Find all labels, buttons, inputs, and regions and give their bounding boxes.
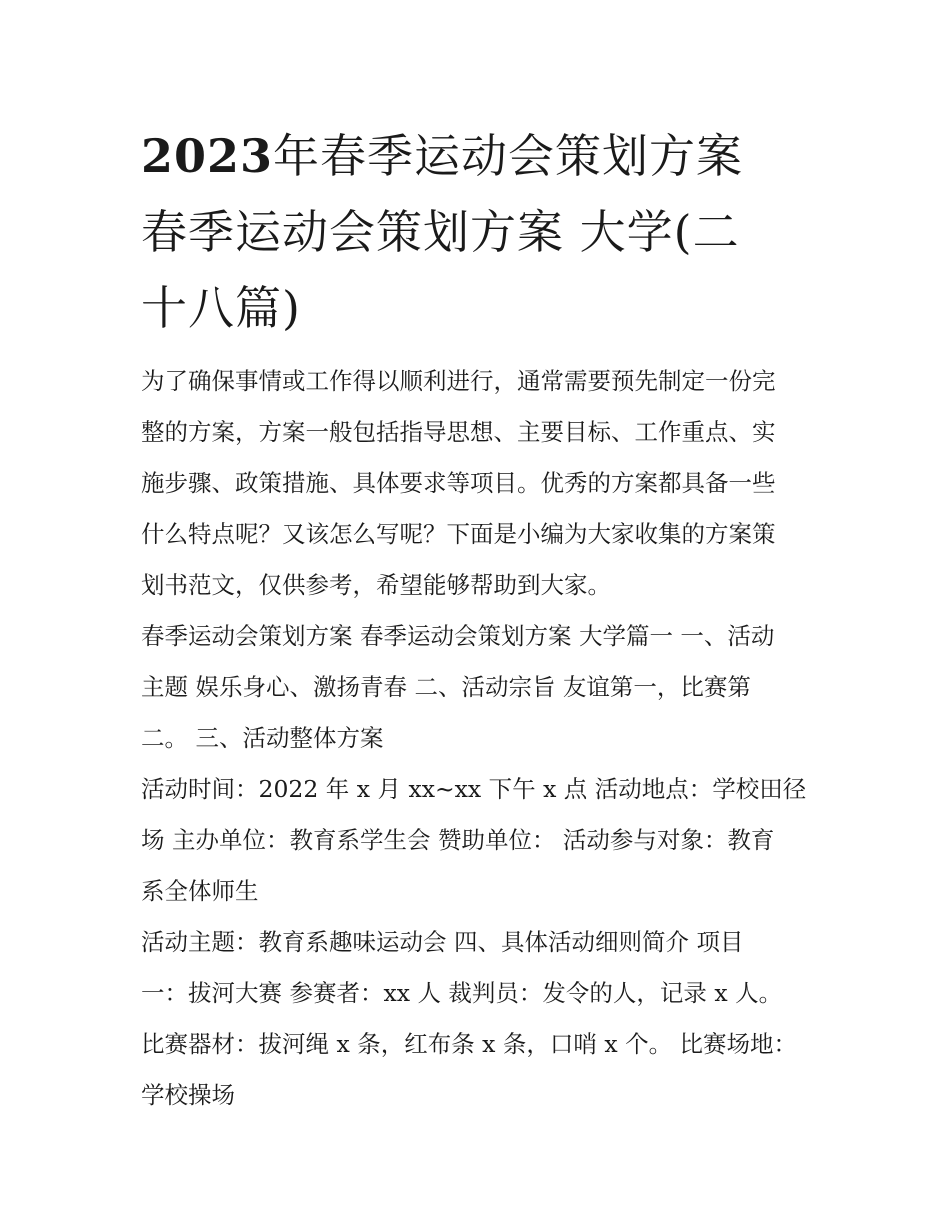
activity-time-paragraph bbox=[141, 764, 821, 917]
document-page bbox=[141, 118, 821, 1121]
activity-theme-paragraph bbox=[141, 917, 821, 1121]
text-line: 主题 娱乐身心、激扬青春 二、活动宗旨 友谊第一，比赛第 bbox=[141, 673, 751, 701]
title-line-1-text: 年春季运动会策划方案 bbox=[273, 129, 744, 183]
text-line: 一：拔河大赛 参赛者：xx 人 裁判员：发令的人，记录 x 人。 bbox=[141, 979, 783, 1007]
section-one-paragraph bbox=[141, 611, 821, 764]
document-body bbox=[141, 356, 821, 1121]
text-line: 系全体师生 bbox=[141, 877, 259, 905]
title-year: 2023 bbox=[141, 129, 274, 183]
intro-paragraph bbox=[141, 356, 821, 611]
title-line-1 bbox=[141, 118, 821, 194]
text-line: 划书范文，仅供参考，希望能够帮助到大家。 bbox=[141, 571, 611, 599]
title-line-3: 十八篇) bbox=[141, 281, 301, 335]
text-line: 场 主办单位：教育系学生会 赞助单位： 活动参与对象：教育 bbox=[141, 826, 775, 854]
text-line: 学校操场 bbox=[141, 1081, 235, 1109]
text-line: 比赛器材：拔河绳 x 条，红布条 x 条，口哨 x 个。 比赛场地： bbox=[141, 1030, 798, 1058]
text-line: 活动主题：教育系趣味运动会 四、具体活动细则简介 项目 bbox=[141, 928, 744, 956]
text-line: 整的方案，方案一般包括指导思想、主要目标、工作重点、实 bbox=[141, 418, 776, 446]
title-line-2: 春季运动会策划方案 大学(二 bbox=[141, 205, 740, 259]
text-line: 春季运动会策划方案 春季运动会策划方案 大学篇一 一、活动 bbox=[141, 622, 775, 650]
text-line: 活动时间：2022 年 x 月 xx~xx 下午 x 点 活动地点：学校田径 bbox=[141, 775, 807, 803]
text-line: 为了确保事情或工作得以顺利进行，通常需要预先制定一份完 bbox=[141, 367, 776, 395]
text-line: 什么特点呢？又该怎么写呢？下面是小编为大家收集的方案策 bbox=[141, 520, 776, 548]
document-title bbox=[141, 118, 821, 346]
text-line: 施步骤、政策措施、具体要求等项目。优秀的方案都具备一些 bbox=[141, 469, 776, 497]
text-line: 二。 三、活动整体方案 bbox=[141, 724, 384, 752]
